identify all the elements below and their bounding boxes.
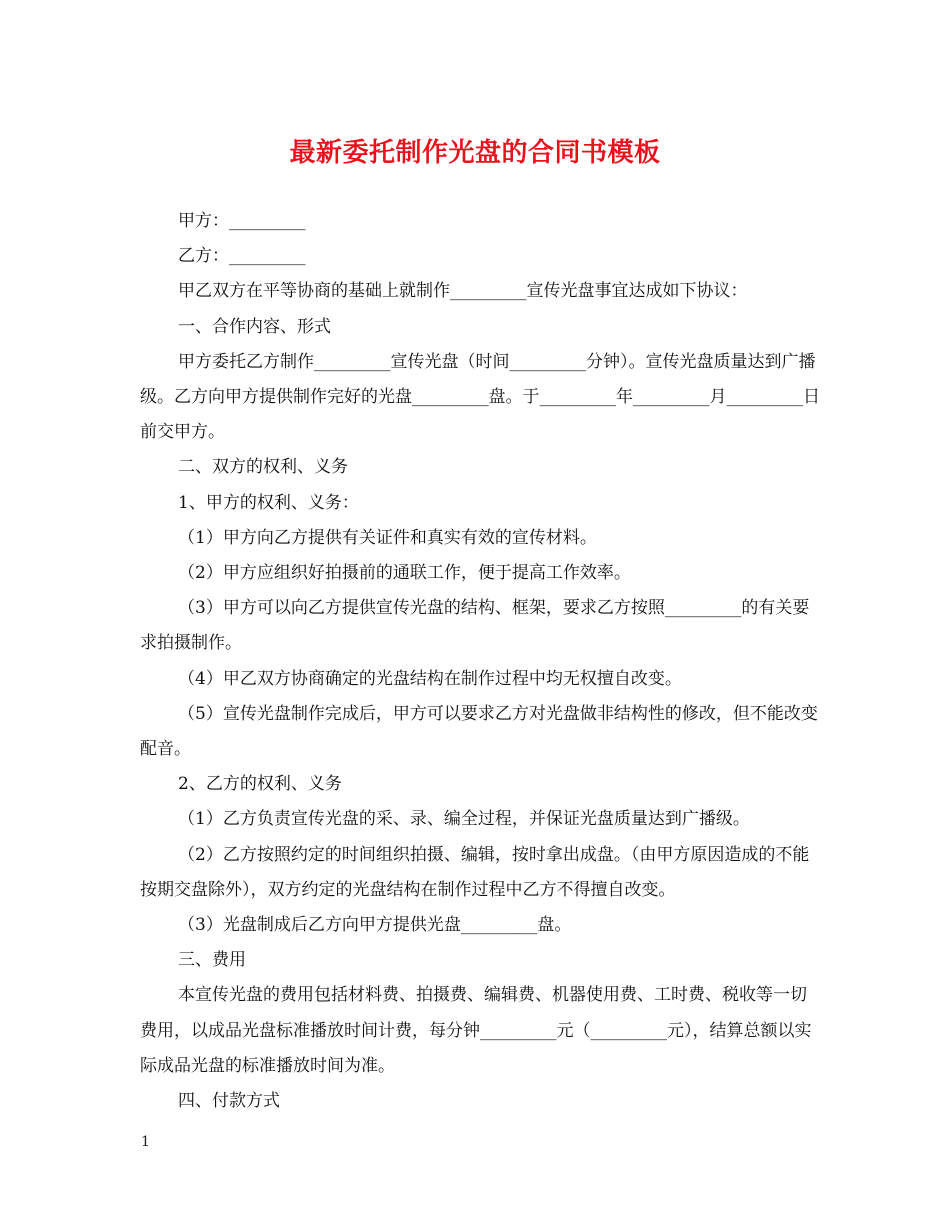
party-b-item-3: （3）光盘制成后乙方向甲方提供光盘_________盘。 (178, 915, 572, 936)
subheading-party-b: 2、乙方的权利、义务 (178, 774, 342, 795)
section-heading-2: 二、双方的权利、义务 (178, 457, 348, 478)
agreement-intro: 甲乙双方在平等协商的基础上就制作_________宣传光盘事宜达成如下协议： (178, 281, 748, 302)
section-heading-4: 四、付款方式 (178, 1091, 280, 1112)
document-body (140, 204, 820, 1119)
subheading-party-a: 1、甲方的权利、义务： (178, 492, 359, 513)
party-a-item-5: （5）宣传光盘制作完成后，甲方可以要求乙方对光盘做非结构性的修改，但不能改变配音。 (140, 703, 818, 760)
page-number: 1 (141, 1134, 150, 1150)
party-b-item-1: （1）乙方负责宣传光盘的采、录、编全过程，并保证光盘质量达到广播级。 (178, 809, 750, 830)
paragraph-commission: 甲方委托乙方制作_________宣传光盘（时间_________分钟）。宣传光盘质量达到广播级。乙方向甲方提供制作完好的光盘_________盘。于_________年_________月_________日前交甲方。 (140, 351, 820, 443)
party-b-item-2: （2）乙方按照约定的时间组织拍摄、编辑，按时拿出成盘。（由甲方原因造成的不能按期交盘除外），双方约定的光盘结构在制作过程中乙方不得擅自改变。 (140, 844, 810, 900)
section-heading-3: 三、费用 (178, 950, 246, 971)
party-a-item-4: （4）甲乙双方协商确定的光盘结构在制作过程中均无权擅自改变。 (178, 668, 682, 689)
party-a-item-2: （2）甲方应组织好拍摄前的通联工作，便于提高工作效率。 (178, 563, 631, 584)
party-b-line: 乙方：_________ (178, 246, 306, 267)
section-heading-1: 一、合作内容、形式 (178, 316, 331, 337)
paragraph-fees: 本宣传光盘的费用包括材料费、拍摄费、编辑费、机器使用费、工时费、税收等一切费用，以成品光盘标准播放时间计费，每分钟_________元（_________元），结算总额以实际成品光盘的标准播放时间为准。 (140, 985, 812, 1076)
party-a-line: 甲方：_________ (178, 211, 306, 231)
party-a-item-3: （3）甲方可以向乙方提供宣传光盘的结构、框架，要求乙方按照_________的有关要求拍摄制作。 (140, 598, 810, 654)
document-title: 最新委托制作光盘的合同书模板 (289, 138, 661, 168)
party-a-item-1: （1）甲方向乙方提供有关证件和真实有效的宣传材料。 (178, 527, 597, 548)
